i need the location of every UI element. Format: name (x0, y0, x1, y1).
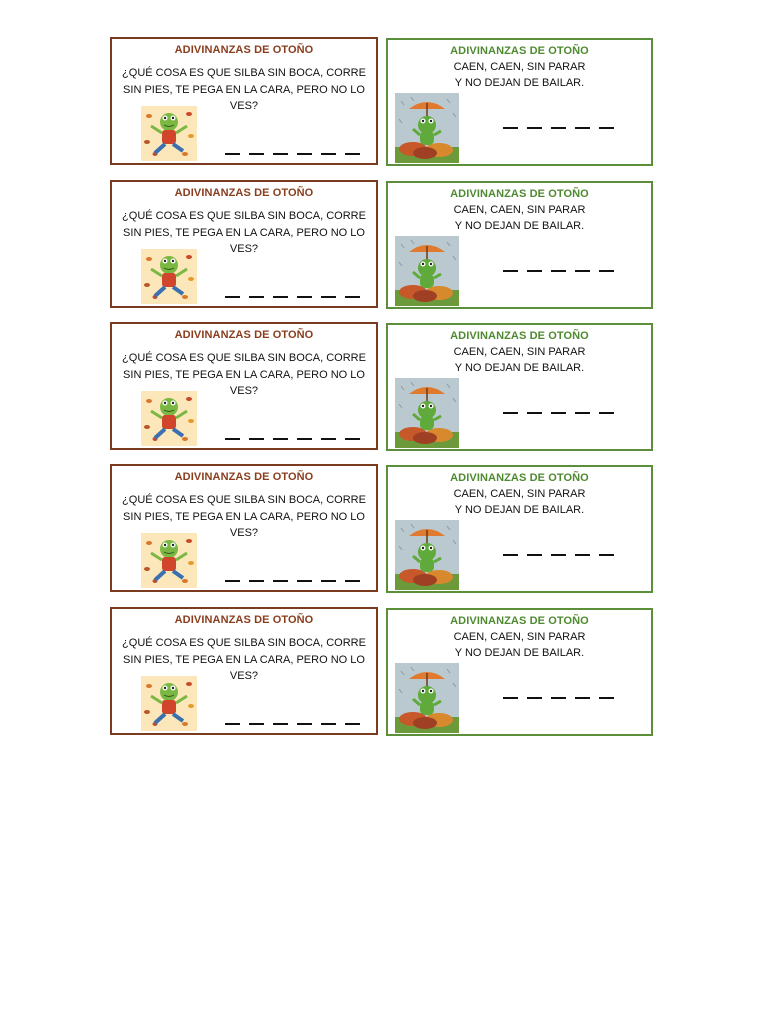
riddle-text (396, 203, 643, 234)
riddle-text (396, 60, 643, 91)
answer-blanks (503, 270, 614, 272)
answer-blank (575, 412, 590, 414)
answer-blanks (225, 723, 360, 725)
answer-blanks (503, 554, 614, 556)
answer-blank (345, 580, 360, 582)
frog-in-falling-leaves-icon (141, 676, 197, 731)
riddle-card-wind (110, 180, 378, 308)
answer-blank (551, 270, 566, 272)
frog-in-falling-leaves-icon (141, 106, 197, 161)
answer-blank (273, 153, 288, 155)
card-title: ADIVINANZAS DE OTOÑO (174, 187, 314, 199)
answer-blank (551, 697, 566, 699)
riddle-card-wind (110, 322, 378, 450)
answer-blank (225, 723, 240, 725)
frog-with-umbrella-icon (395, 520, 459, 590)
answer-blank (321, 296, 336, 298)
riddle-text (396, 345, 643, 376)
riddle-text (396, 487, 643, 518)
riddle-line-1: CAEN, CAEN, SIN PARAR (453, 346, 586, 358)
card-title: ADIVINANZAS DE OTOÑO (174, 614, 314, 626)
card-title: ADIVINANZAS DE OTOÑO (450, 615, 589, 627)
riddle-line-1: CAEN, CAEN, SIN PARAR (453, 631, 586, 643)
answer-blank (297, 153, 312, 155)
answer-blank (297, 438, 312, 440)
riddle-line-1: CAEN, CAEN, SIN PARAR (453, 61, 586, 73)
riddle-card-wind (110, 37, 378, 165)
answer-blank (599, 697, 614, 699)
riddle-text: ¿QUÉ COSA ES QUE SILBA SIN BOCA, CORRE SIN PIES, TE PEGA EN LA CARA, PERO NO LO VES? (122, 352, 366, 397)
card-title: ADIVINANZAS DE OTOÑO (450, 45, 589, 57)
answer-blank (527, 412, 542, 414)
answer-blank (249, 153, 264, 155)
riddle-line-2: Y NO DEJAN DE BAILAR. (454, 646, 585, 659)
answer-blank (321, 153, 336, 155)
answer-blank (503, 412, 518, 414)
answer-blank (321, 580, 336, 582)
answer-blank (345, 296, 360, 298)
answer-blank (551, 412, 566, 414)
riddle-card-leaves (386, 465, 653, 593)
answer-blank (575, 127, 590, 129)
answer-blank (527, 127, 542, 129)
card-title: ADIVINANZAS DE OTOÑO (450, 472, 589, 484)
answer-blank (551, 554, 566, 556)
answer-blank (297, 723, 312, 725)
answer-blank (345, 438, 360, 440)
answer-blank (345, 723, 360, 725)
answer-blank (297, 580, 312, 582)
card-title: ADIVINANZAS DE OTOÑO (174, 471, 314, 483)
answer-blank (225, 153, 240, 155)
frog-with-umbrella-icon (395, 93, 459, 163)
riddle-card-wind (110, 607, 378, 735)
answer-blank (503, 697, 518, 699)
riddle-line-2: Y NO DEJAN DE BAILAR. (454, 219, 585, 232)
riddle-line-2: Y NO DEJAN DE BAILAR. (454, 503, 585, 516)
answer-blank (503, 127, 518, 129)
answer-blank (345, 153, 360, 155)
card-title: ADIVINANZAS DE OTOÑO (450, 330, 589, 342)
answer-blanks (225, 153, 360, 155)
answer-blank (273, 296, 288, 298)
answer-blanks (503, 127, 614, 129)
riddle-card-leaves (386, 323, 653, 451)
frog-with-umbrella-icon (395, 663, 459, 733)
riddle-card-wind (110, 464, 378, 592)
card-title: ADIVINANZAS DE OTOÑO (450, 188, 589, 200)
riddle-line-2: Y NO DEJAN DE BAILAR. (454, 361, 585, 374)
answer-blank (599, 554, 614, 556)
answer-blank (503, 270, 518, 272)
answer-blank (551, 127, 566, 129)
riddle-text: ¿QUÉ COSA ES QUE SILBA SIN BOCA, CORRE SIN PIES, TE PEGA EN LA CARA, PERO NO LO VES? (122, 637, 366, 682)
answer-blank (527, 697, 542, 699)
answer-blanks (225, 580, 360, 582)
answer-blank (249, 296, 264, 298)
answer-blank (575, 554, 590, 556)
riddle-line-1: CAEN, CAEN, SIN PARAR (453, 488, 586, 500)
answer-blank (599, 127, 614, 129)
answer-blank (273, 580, 288, 582)
frog-in-falling-leaves-icon (141, 391, 197, 446)
riddle-card-leaves (386, 181, 653, 309)
answer-blank (599, 412, 614, 414)
answer-blank (503, 554, 518, 556)
answer-blanks (503, 412, 614, 414)
answer-blank (249, 580, 264, 582)
answer-blank (273, 438, 288, 440)
riddle-card-leaves (386, 38, 653, 166)
answer-blank (527, 270, 542, 272)
riddle-text: ¿QUÉ COSA ES QUE SILBA SIN BOCA, CORRE SIN PIES, TE PEGA EN LA CARA, PERO NO LO VES? (122, 494, 366, 539)
riddle-text (396, 630, 643, 661)
answer-blank (249, 723, 264, 725)
answer-blank (321, 438, 336, 440)
frog-with-umbrella-icon (395, 378, 459, 448)
answer-blanks (503, 697, 614, 699)
answer-blank (225, 438, 240, 440)
answer-blank (575, 270, 590, 272)
answer-blanks (225, 438, 360, 440)
frog-in-falling-leaves-icon (141, 533, 197, 588)
card-title: ADIVINANZAS DE OTOÑO (174, 329, 314, 341)
answer-blank (225, 580, 240, 582)
card-title: ADIVINANZAS DE OTOÑO (174, 44, 314, 56)
answer-blank (575, 697, 590, 699)
answer-blank (273, 723, 288, 725)
answer-blank (297, 296, 312, 298)
riddle-card-leaves (386, 608, 653, 736)
riddle-text: ¿QUÉ COSA ES QUE SILBA SIN BOCA, CORRE SIN PIES, TE PEGA EN LA CARA, PERO NO LO VES? (122, 67, 366, 112)
riddle-line-2: Y NO DEJAN DE BAILAR. (454, 76, 585, 89)
answer-blanks (225, 296, 360, 298)
answer-blank (249, 438, 264, 440)
answer-blank (527, 554, 542, 556)
riddle-line-1: CAEN, CAEN, SIN PARAR (453, 204, 586, 216)
answer-blank (225, 296, 240, 298)
riddle-text: ¿QUÉ COSA ES QUE SILBA SIN BOCA, CORRE SIN PIES, TE PEGA EN LA CARA, PERO NO LO VES? (122, 210, 366, 255)
answer-blank (599, 270, 614, 272)
frog-with-umbrella-icon (395, 236, 459, 306)
answer-blank (321, 723, 336, 725)
frog-in-falling-leaves-icon (141, 249, 197, 304)
